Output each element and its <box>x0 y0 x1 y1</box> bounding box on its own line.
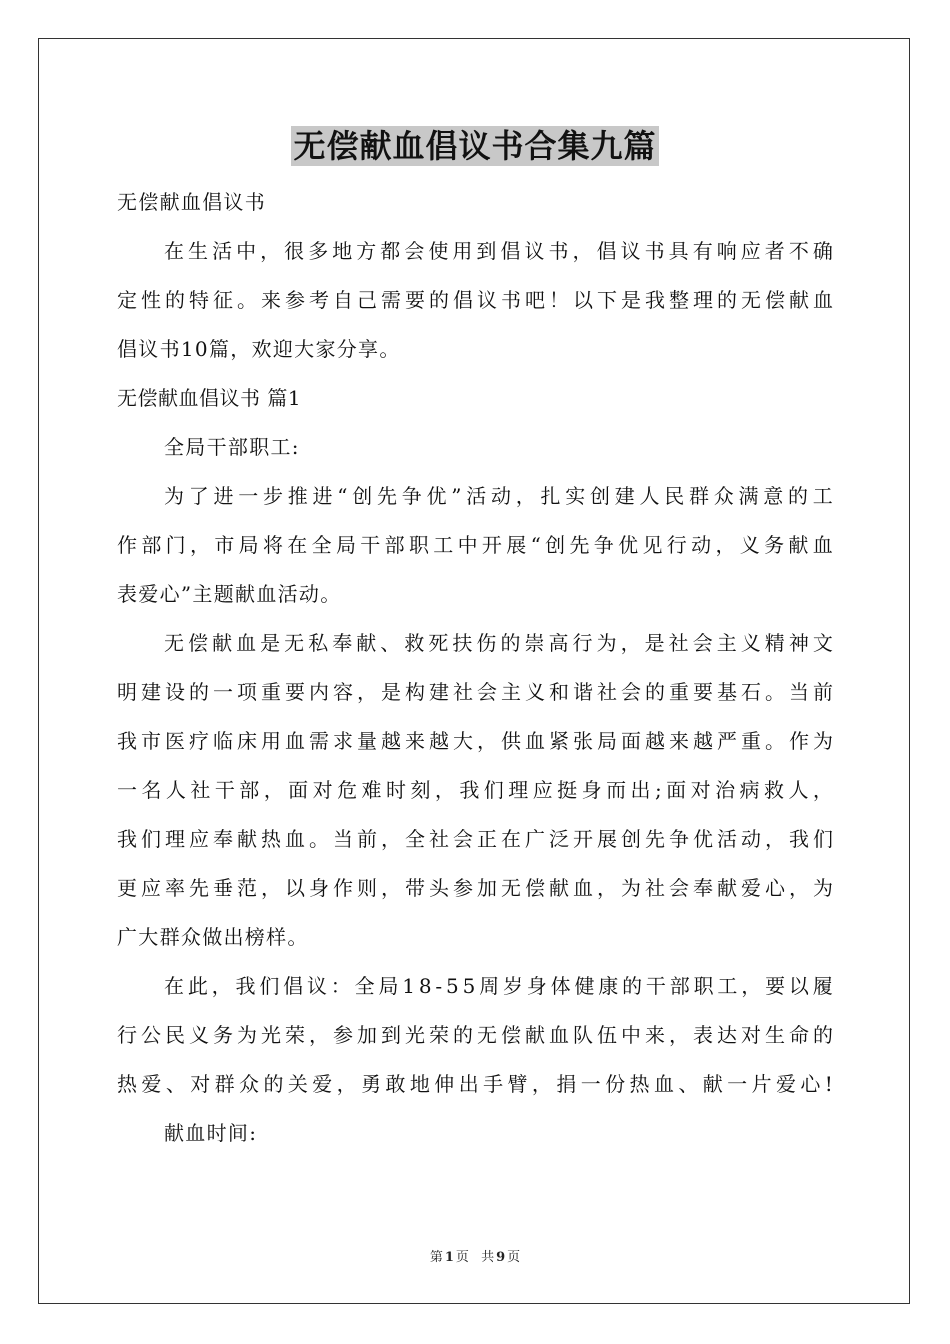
paragraph-line: 无 偿 献 血 是 无 私 奉 献 、 救 死 扶 伤 的 崇 高 行 为 ， 是 社 会 主 义 精 神 文 <box>164 631 833 655</box>
page-prefix: 第 <box>429 1250 443 1265</box>
paragraph-line: 献血时间: <box>164 1121 258 1145</box>
paragraph-line: 我 们 理 应 奉 献 热 血 。 当 前 ， 全 社 会 正 在 广 泛 开 展 创 先 争 优 活 动 ， 我 们 <box>117 827 833 851</box>
total-suffix: 页 <box>507 1250 521 1265</box>
paragraph-line: 行 公 民 义 务 为 光 荣 ， 参 加 到 光 荣 的 无 偿 献 血 队 伍 中 来 ， 表 达 对 生 命 的 <box>117 1023 833 1047</box>
paragraph-line: 更 应 率 先 垂 范 ， 以 身 作 则 ， 带 头 参 加 无 偿 献 血 ， 为 社 会 奉 献 爱 心 ， 为 <box>117 876 833 900</box>
paragraph-line: 明 建 设 的 一 项 重 要 内 容 ， 是 构 建 社 会 主 义 和 谐 社 会 的 重 要 基 石 。 当 前 <box>117 680 833 704</box>
paragraph-line: 广大群众做出榜样。 <box>117 925 309 949</box>
page-number: 1 <box>444 1250 454 1265</box>
paragraph-line: 在 此 ， 我 们 倡 议 ： 全 局 1 8 - 5 5 周 岁 身 体 健 康 的 干 部 职 工 ， 要 以 履 <box>164 974 833 998</box>
page-suffix: 页 <box>455 1250 469 1265</box>
paragraph-line: 定 性 的 特 征 。 来 参 考 自 己 需 要 的 倡 议 书 吧 ！ 以 下 是 我 整 理 的 无 偿 献 血 <box>117 288 833 312</box>
paragraph-line: 倡议书10篇，欢迎大家分享。 <box>117 337 401 361</box>
paragraph-line: 在 生 活 中 ， 很 多 地 方 都 会 使 用 到 倡 议 书 ， 倡 议 书 具 有 响 应 者 不 确 <box>164 239 833 263</box>
total-indicator <box>479 1250 522 1265</box>
paragraph-line: 热 爱 、 对 群 众 的 关 爱 ， 勇 敢 地 伸 出 手 臂 ， 捐 一 份 热 血 、 献 一 片 爱 心 ! <box>117 1072 833 1096</box>
document-body <box>117 178 833 1158</box>
paragraph-line: 作 部 门 ， 市 局 将 在 全 局 干 部 职 工 中 开 展 “ 创 先 争 优 见 行 动 ， 义 务 献 血 <box>117 533 833 557</box>
paragraph-line: 我 市 医 疗 临 床 用 血 需 求 量 越 来 越 大 ， 供 血 紧 张 局 面 越 来 越 严 重 。 作 为 <box>117 729 833 753</box>
paragraph-line: 为 了 进 一 步 推 进 “ 创 先 争 优 ” 活 动 ， 扎 实 创 建 人 民 群 众 满 意 的 工 <box>164 484 833 508</box>
section-heading: 无偿献血倡议书 篇1 <box>117 386 302 410</box>
paragraph-line: 一 名 人 社 干 部 ， 面 对 危 难 时 刻 ， 我 们 理 应 挺 身 而 出 ; 面 对 治 病 救 人 ， <box>117 778 833 802</box>
paragraph-line: 表爱心”主题献血活动。 <box>117 582 342 606</box>
page-indicator <box>428 1250 471 1265</box>
title-container <box>0 126 950 166</box>
total-pages: 9 <box>496 1250 506 1265</box>
salutation: 全局干部职工: <box>164 435 300 459</box>
document-title: 无偿献血倡议书合集九篇 <box>293 127 657 165</box>
section-heading: 无偿献血倡议书 <box>117 190 267 214</box>
total-prefix: 共 <box>481 1250 495 1265</box>
page-footer <box>0 1246 950 1265</box>
